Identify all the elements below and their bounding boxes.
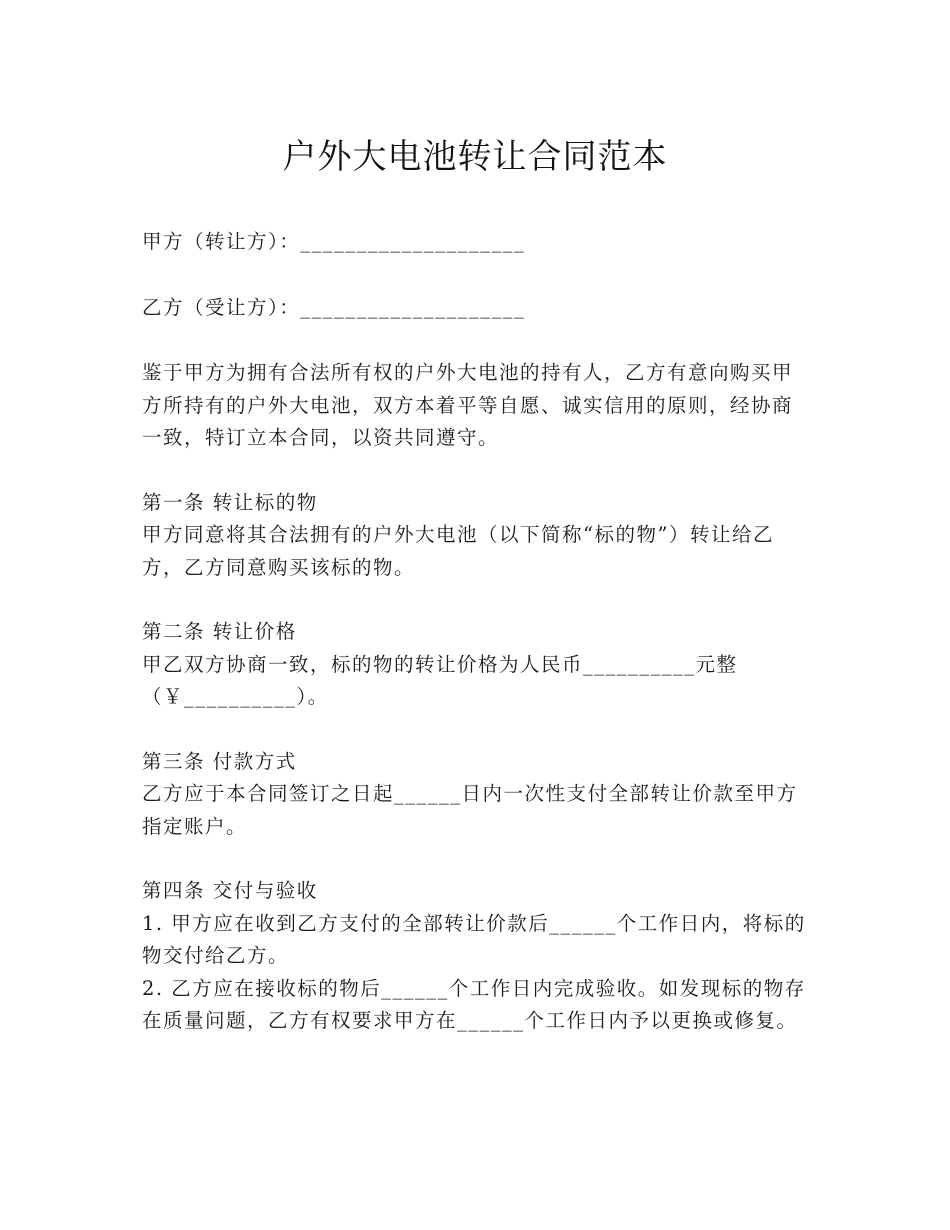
article-heading: 第二条 转让价格 — [142, 620, 297, 643]
article-text: （￥__________）。 — [142, 685, 329, 708]
article-3 — [142, 746, 812, 844]
article-4 — [142, 875, 812, 1038]
article-item: 2. 乙方应在接收标的物后______个工作日内完成验收。如发现标的物存在质量问题，乙方有权要求甲方在______个工作日内予以更换或修复。 — [142, 976, 806, 1032]
document-title: 户外大电池转让合同范本 — [282, 137, 668, 177]
article-item: 1. 甲方应在收到乙方支付的全部转让价款后______个工作日内，将标的物交付给乙方。 — [142, 911, 806, 967]
article-heading: 第一条 转让标的物 — [142, 490, 318, 514]
article-text: 乙方应于本合同签订之日起______日内一次性支付全部转让价款至甲方指定账户。 — [142, 782, 798, 838]
article-heading: 第四条 交付与验收 — [142, 879, 318, 902]
article-2 — [142, 616, 812, 714]
party-a-line: 甲方（转让方）：____________________ — [142, 230, 526, 253]
party-b-line: 乙方（受让方）：____________________ — [142, 295, 526, 319]
article-text: 甲方同意将其合法拥有的户外大电池（以下简称“标的物”）转让给乙方，乙方同意购买该标的物。 — [142, 523, 774, 579]
article-text: 甲乙双方协商一致，标的物的转让价格为人民币__________元整 — [142, 652, 738, 676]
document-body — [142, 226, 812, 1038]
preamble-paragraph: 鉴于甲方为拥有合法所有权的户外大电池的持有人，乙方有意向购买甲方所持有的户外大电池，双方本着平等自愿、诚实信用的原则，经协商一致，特订立本合同，以资共同遵守。 — [142, 361, 794, 449]
article-1 — [142, 487, 812, 585]
article-heading: 第三条 付款方式 — [142, 749, 297, 773]
